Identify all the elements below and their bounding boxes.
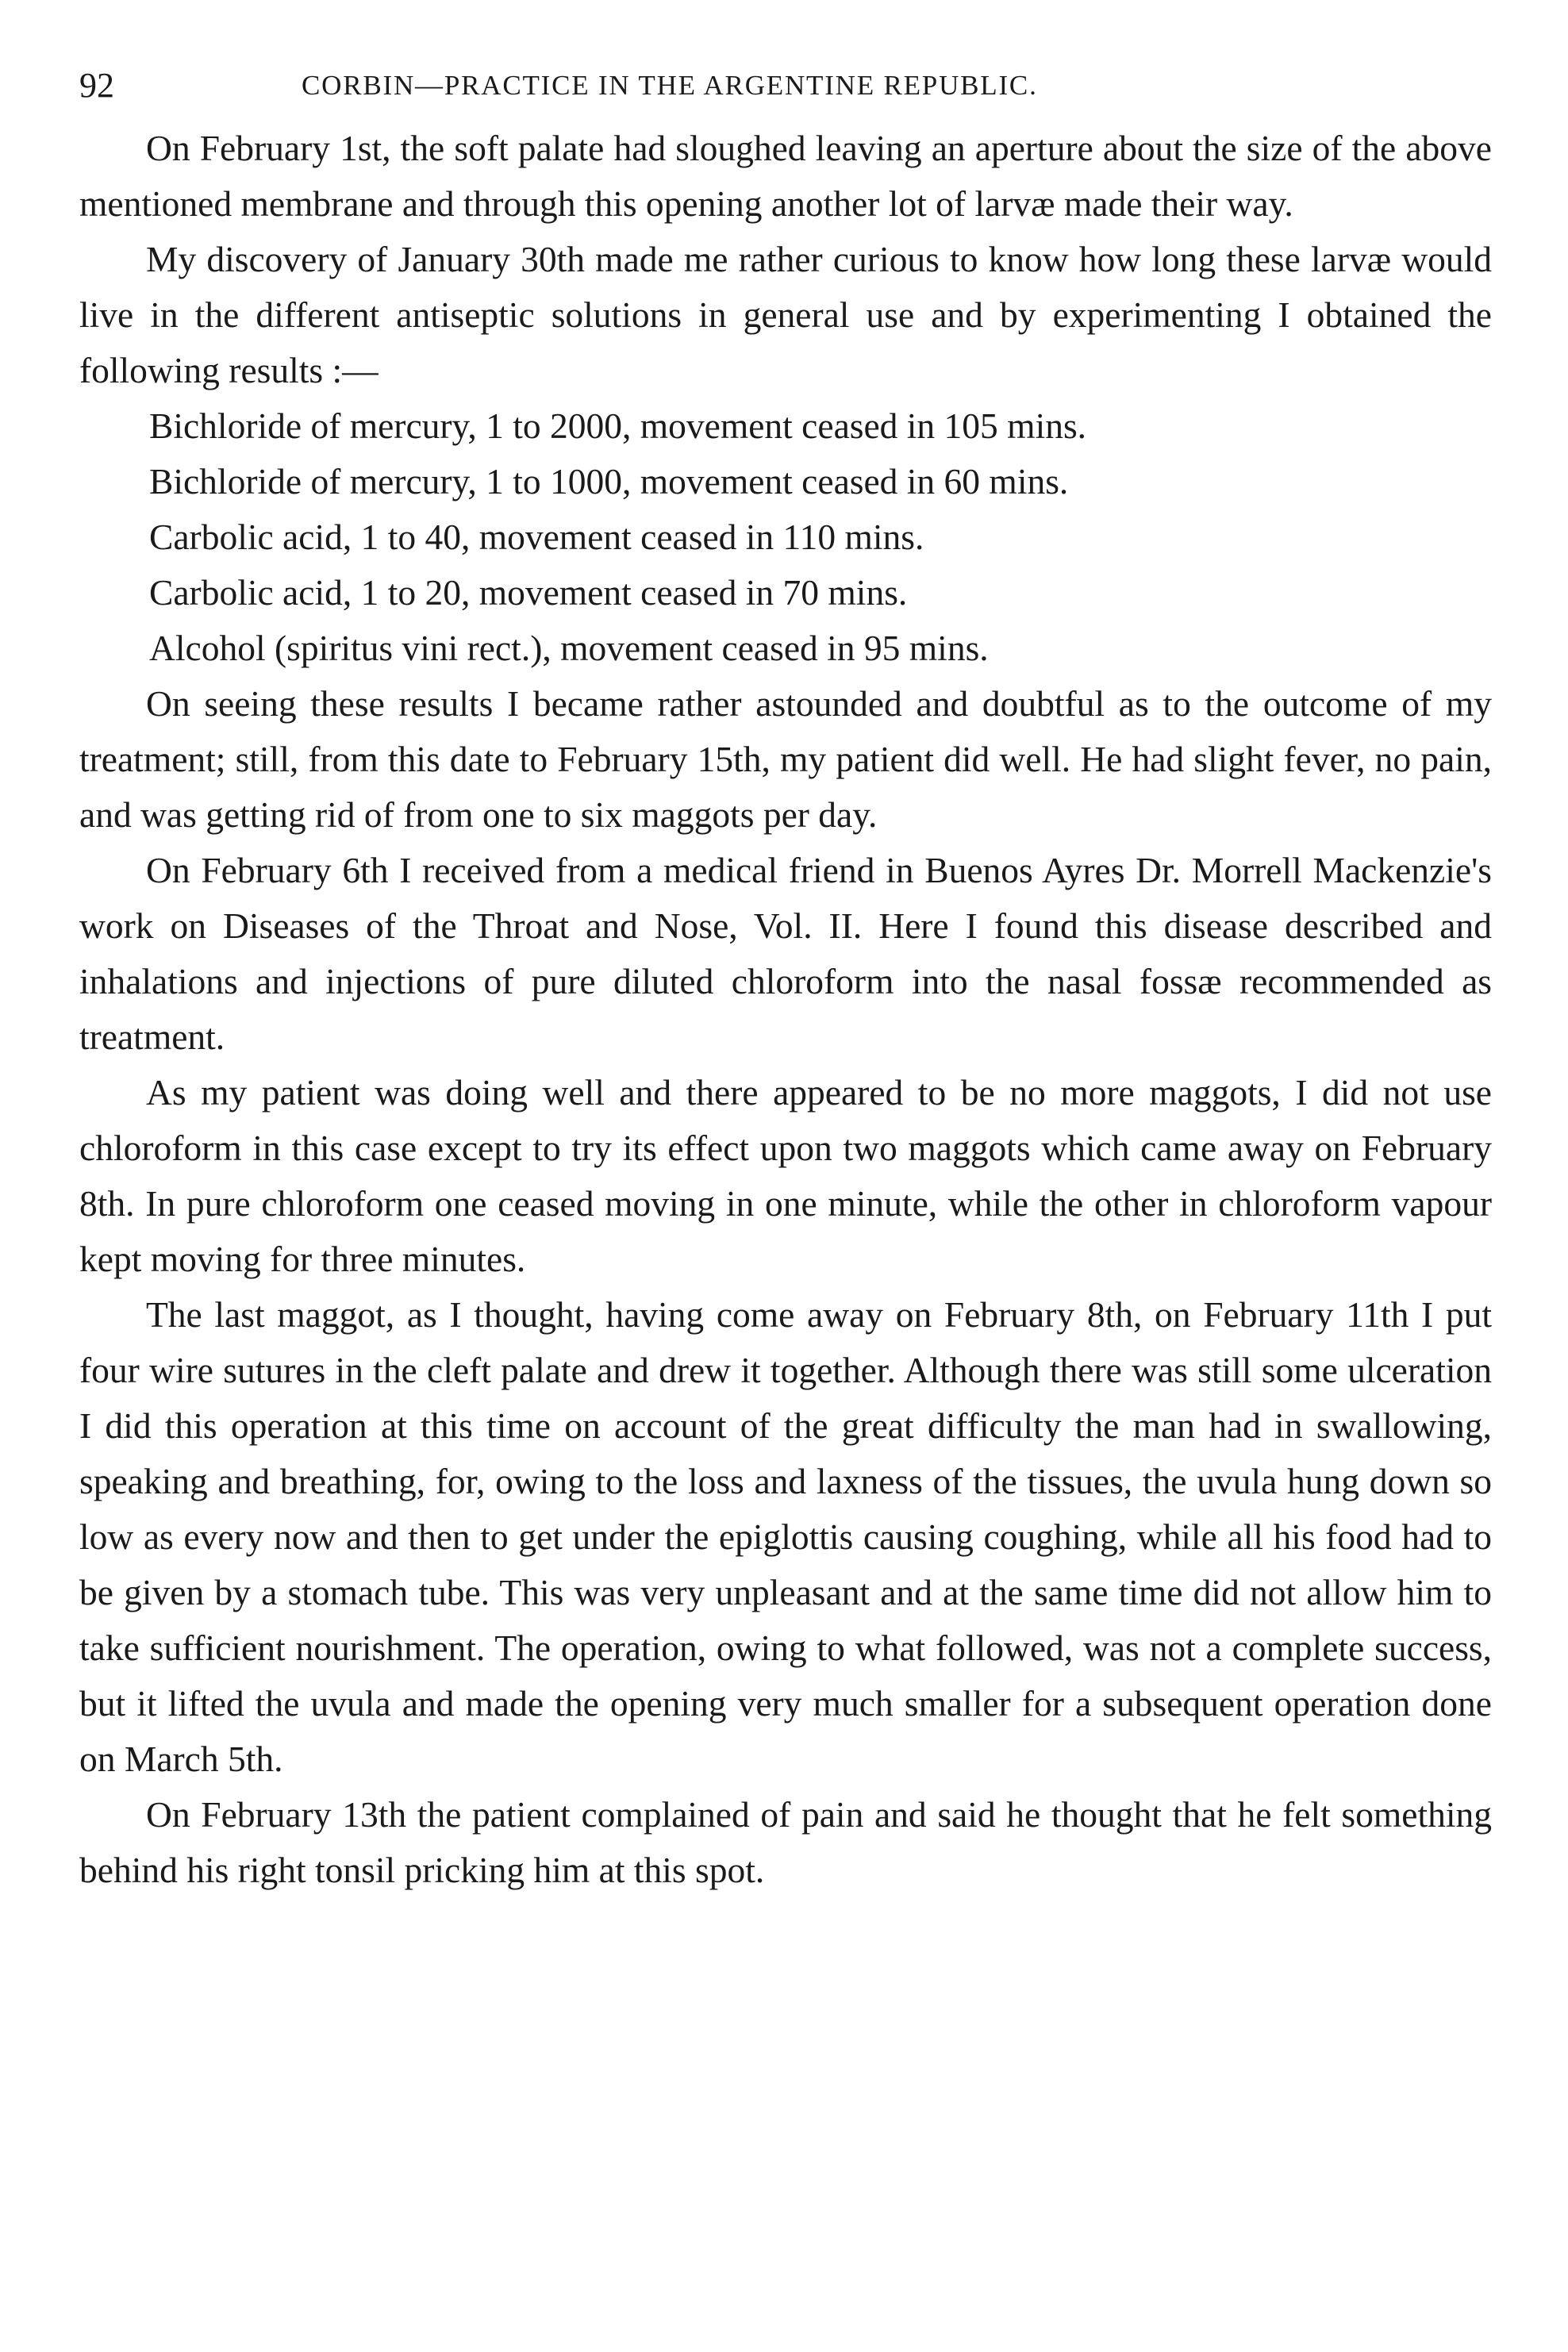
list-item: Carbolic acid, 1 to 40, movement ceased in 110 mins. [149,517,924,557]
paragraph-wire-sutures: The last maggot, as I thought, having come away on February 8th, on February 11th I put four wire sutures in the cleft palate and drew it together. Although there was still some ulceration I did this operation at this time on account of the great difficulty the man had in swallowing, speaking and breathing, for, owing to the loss and laxness of the tissues, the uvula hung down so low as every now and then to get under the epiglottis causing coughing, while all his food had to be given by a stomach tube. This was very unpleasant and at the same time did not allow him to take sufficient nourishment. The operation, owing to what followed, was not a complete success, but it lifted the uvula and made the opening very much smaller for a subsequent operation done on March 5th. [79,1294,1492,1779]
page-number: 92 [79,66,114,105]
paragraph-results-reaction: On seeing these results I became rather astounded and doubtful as to the outcome of my treatment; still, from this date to February 15th, my patient did well. He had slight fever, no pain, and was getting rid of from one to six maggots per day. [79,683,1492,835]
antiseptic-results-list [79,398,1492,676]
paragraph-mackenzie-reference: On February 6th I received from a medical friend in Buenos Ayres Dr. Morrell Mackenzie's work on Diseases of the Throat and Nose, Vol. II. Here I found this disease described and inhalations and injections of pure diluted chloroform into the nasal fossæ recommended as treatment. [79,850,1492,1057]
paragraph-palate-sloughed: On February 1st, the soft palate had sloughed leaving an aperture about the size of the above mentioned membrane and through this opening another lot of larvæ made their way. [79,128,1492,224]
paragraph-tonsil-pain: On February 13th the patient complained of pain and said he thought that he felt something behind his right tonsil pricking him at this spot. [79,1794,1492,1890]
list-item: Carbolic acid, 1 to 20, movement ceased in 70 mins. [149,572,908,613]
list-item: Bichloride of mercury, 1 to 1000, movement ceased in 60 mins. [149,461,1069,502]
list-item: Alcohol (spiritus vini rect.), movement ceased in 95 mins. [149,628,989,668]
paragraph-chloroform-test: As my patient was doing well and there appeared to be no more maggots, I did not use chloroform in this case except to try its effect upon two maggots which came away on February 8th. In pure chloroform one ceased moving in one minute, while the other in chloroform vapour kept moving for three minutes. [79,1072,1492,1279]
running-title: CORBIN—PRACTICE IN THE ARGENTINE REPUBLIC. [302,70,1038,101]
paragraph-antiseptic-experiment: My discovery of January 30th made me rather curious to know how long these larvæ would live in the different antiseptic solutions in general use and by experimenting I obtained the following results :— [79,239,1492,390]
page-header [79,62,1492,110]
page-body [79,62,1492,1898]
list-item: Bichloride of mercury, 1 to 2000, movement ceased in 105 mins. [149,405,1087,446]
